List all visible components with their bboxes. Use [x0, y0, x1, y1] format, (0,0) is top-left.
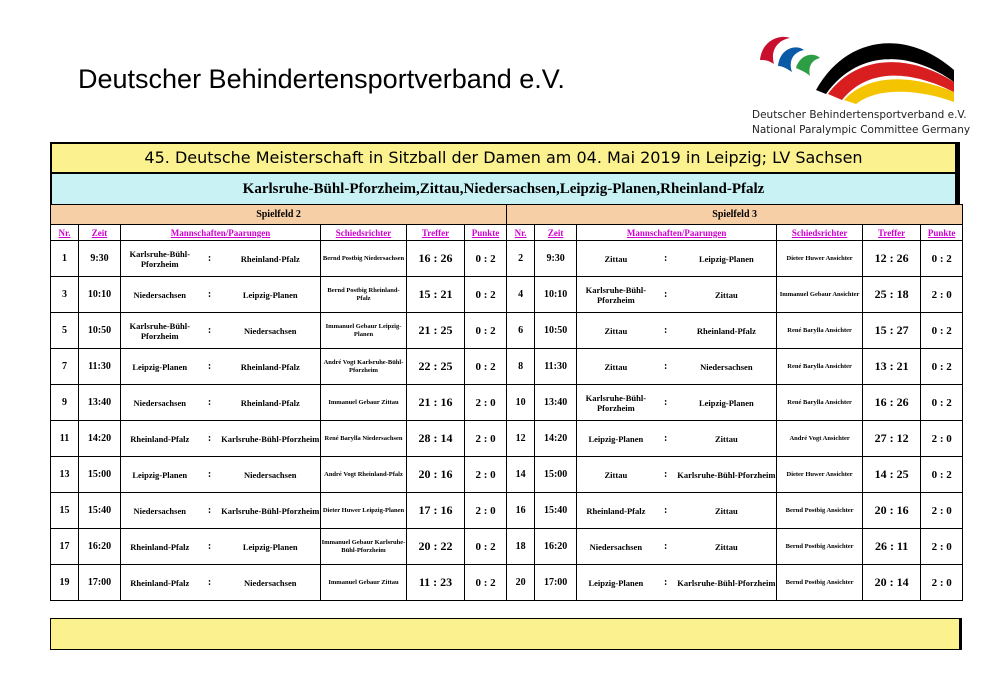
goals-score: 13 : 21: [863, 349, 921, 385]
away-team: Zittau: [677, 277, 777, 313]
col-points: Punkte: [465, 225, 507, 241]
home-team: Niedersachsen: [121, 493, 199, 529]
dbs-paralympic-logo: [756, 30, 956, 106]
referee: Immanuel Gebaur Karlsruhe-Bühl-Pforzheim: [321, 529, 407, 565]
logo-caption: [752, 108, 970, 138]
versus-separator: :: [655, 493, 677, 529]
home-team: Rheinland-Pfalz: [121, 565, 199, 601]
referee: André Vogt Rheinland-Pfalz: [321, 457, 407, 493]
referee: René Barylla Ansichter: [777, 313, 863, 349]
match-number: 13: [51, 457, 79, 493]
versus-separator: :: [199, 313, 221, 349]
match-number: 12: [507, 421, 535, 457]
match-row: [51, 349, 963, 385]
points-score: 2 : 0: [921, 529, 963, 565]
versus-separator: :: [655, 421, 677, 457]
col-referee: Schiedsrichter: [321, 225, 407, 241]
match-number: 11: [51, 421, 79, 457]
points-score: 0 : 2: [465, 529, 507, 565]
home-team: Rheinland-Pfalz: [121, 529, 199, 565]
home-team: Leipzig-Planen: [577, 565, 655, 601]
goals-score: 27 : 12: [863, 421, 921, 457]
points-score: 0 : 2: [921, 457, 963, 493]
versus-separator: :: [655, 277, 677, 313]
referee: Dieter Huwer Ansichter: [777, 457, 863, 493]
points-score: 0 : 2: [921, 349, 963, 385]
away-team: Karlsruhe-Bühl-Pforzheim: [221, 493, 321, 529]
goals-score: 15 : 27: [863, 313, 921, 349]
home-team: Karlsruhe-Bühl-Pforzheim: [577, 277, 655, 313]
match-number: 5: [51, 313, 79, 349]
match-number: 15: [51, 493, 79, 529]
match-row: [51, 529, 963, 565]
referee: Immanuel Gebaur Ansichter: [777, 277, 863, 313]
away-team: Zittau: [677, 529, 777, 565]
away-team: Zittau: [677, 493, 777, 529]
match-number: 10: [507, 385, 535, 421]
match-number: 18: [507, 529, 535, 565]
away-team: Rheinland-Pfalz: [677, 313, 777, 349]
referee: Bernd Postbig Ansichter: [777, 565, 863, 601]
points-score: 0 : 2: [465, 313, 507, 349]
match-time: 14:20: [79, 421, 121, 457]
match-row: [51, 565, 963, 601]
goals-score: 21 : 25: [407, 313, 465, 349]
match-time: 9:30: [79, 241, 121, 277]
points-score: 2 : 0: [465, 493, 507, 529]
referee: Dieter Huwer Leipzig-Planen: [321, 493, 407, 529]
match-number: 1: [51, 241, 79, 277]
match-time: 15:00: [79, 457, 121, 493]
versus-separator: :: [655, 457, 677, 493]
versus-separator: :: [199, 349, 221, 385]
match-row: [51, 313, 963, 349]
points-score: 0 : 2: [921, 385, 963, 421]
match-time: 9:30: [535, 241, 577, 277]
referee: René Barylla Ansichter: [777, 385, 863, 421]
match-row: [51, 421, 963, 457]
home-team: Niedersachsen: [121, 385, 199, 421]
match-time: 14:20: [535, 421, 577, 457]
match-number: 9: [51, 385, 79, 421]
home-team: Karlsruhe-Bühl-Pforzheim: [121, 313, 199, 349]
referee: René Barylla Ansichter: [777, 349, 863, 385]
versus-separator: :: [655, 529, 677, 565]
org-title: Deutscher Behindertensportverband e.V.: [78, 64, 565, 94]
col-nr: Nr.: [507, 225, 535, 241]
match-number: 2: [507, 241, 535, 277]
championship-title: 45. Deutsche Meisterschaft in Sitzball der Damen am 04. Mai 2019 in Leipzig; LV Sachsen: [50, 142, 960, 174]
match-time: 10:50: [535, 313, 577, 349]
home-team: Karlsruhe-Bühl-Pforzheim: [577, 385, 655, 421]
goals-score: 20 : 16: [407, 457, 465, 493]
match-time: 17:00: [535, 565, 577, 601]
away-team: Rheinland-Pfalz: [221, 385, 321, 421]
match-row: [51, 457, 963, 493]
points-score: 0 : 2: [465, 277, 507, 313]
goals-score: 14 : 25: [863, 457, 921, 493]
away-team: Rheinland-Pfalz: [221, 241, 321, 277]
home-team: Zittau: [577, 313, 655, 349]
match-time: 16:20: [79, 529, 121, 565]
field-header-left: Spielfeld 2: [51, 205, 507, 225]
col-time: Zeit: [535, 225, 577, 241]
match-number: 7: [51, 349, 79, 385]
away-team: Leipzig-Planen: [677, 385, 777, 421]
away-team: Niedersachsen: [221, 565, 321, 601]
match-time: 10:50: [79, 313, 121, 349]
away-team: Niedersachsen: [677, 349, 777, 385]
away-team: Niedersachsen: [221, 457, 321, 493]
match-row: [51, 277, 963, 313]
goals-score: 11 : 23: [407, 565, 465, 601]
home-team: Zittau: [577, 241, 655, 277]
away-team: Niedersachsen: [221, 313, 321, 349]
away-team: Rheinland-Pfalz: [221, 349, 321, 385]
match-time: 10:10: [79, 277, 121, 313]
points-score: 2 : 0: [465, 421, 507, 457]
match-row: [51, 241, 963, 277]
col-teams: Mannschaften/Paarungen: [121, 225, 321, 241]
col-time: Zeit: [79, 225, 121, 241]
referee: René Barylla Niedersachsen: [321, 421, 407, 457]
goals-score: 16 : 26: [863, 385, 921, 421]
points-score: 0 : 2: [465, 241, 507, 277]
versus-separator: :: [655, 241, 677, 277]
versus-separator: :: [199, 457, 221, 493]
col-goals: Treffer: [407, 225, 465, 241]
home-team: Rheinland-Pfalz: [577, 493, 655, 529]
versus-separator: :: [199, 529, 221, 565]
match-time: 15:00: [535, 457, 577, 493]
referee: Bernd Postbig Ansichter: [777, 529, 863, 565]
home-team: Karlsruhe-Bühl-Pforzheim: [121, 241, 199, 277]
goals-score: 12 : 26: [863, 241, 921, 277]
col-referee: Schiedsrichter: [777, 225, 863, 241]
points-score: 0 : 2: [921, 241, 963, 277]
home-team: Zittau: [577, 349, 655, 385]
match-time: 13:40: [535, 385, 577, 421]
home-team: Niedersachsen: [577, 529, 655, 565]
versus-separator: :: [199, 565, 221, 601]
col-nr: Nr.: [51, 225, 79, 241]
match-number: 19: [51, 565, 79, 601]
versus-separator: :: [199, 241, 221, 277]
points-score: 0 : 2: [465, 565, 507, 601]
col-points: Punkte: [921, 225, 963, 241]
away-team: Karlsruhe-Bühl-Pforzheim: [677, 457, 777, 493]
away-team: Leipzig-Planen: [677, 241, 777, 277]
field-header-right: Spielfeld 3: [507, 205, 963, 225]
match-time: 17:00: [79, 565, 121, 601]
match-schedule-table: [50, 204, 963, 601]
points-score: 2 : 0: [921, 493, 963, 529]
home-team: Niedersachsen: [121, 277, 199, 313]
match-time: 13:40: [79, 385, 121, 421]
referee: Immanuel Gebaur Zittau: [321, 565, 407, 601]
match-time: 11:30: [535, 349, 577, 385]
match-number: 4: [507, 277, 535, 313]
referee: Bernd Postbig Rheinland-Pfalz: [321, 277, 407, 313]
goals-score: 16 : 26: [407, 241, 465, 277]
points-score: 0 : 2: [465, 349, 507, 385]
match-number: 14: [507, 457, 535, 493]
points-score: 2 : 0: [465, 385, 507, 421]
match-number: 8: [507, 349, 535, 385]
match-number: 16: [507, 493, 535, 529]
referee: Immanuel Gebaur Zittau: [321, 385, 407, 421]
goals-score: 15 : 21: [407, 277, 465, 313]
points-score: 2 : 0: [921, 421, 963, 457]
versus-separator: :: [655, 385, 677, 421]
match-number: 3: [51, 277, 79, 313]
versus-separator: :: [655, 313, 677, 349]
versus-separator: :: [199, 421, 221, 457]
match-time: 15:40: [535, 493, 577, 529]
match-time: 15:40: [79, 493, 121, 529]
match-number: 6: [507, 313, 535, 349]
referee: Bernd Postbig Ansichter: [777, 493, 863, 529]
away-team: Leipzig-Planen: [221, 529, 321, 565]
goals-score: 26 : 11: [863, 529, 921, 565]
match-time: 16:20: [535, 529, 577, 565]
away-team: Zittau: [677, 421, 777, 457]
home-team: Zittau: [577, 457, 655, 493]
away-team: Leipzig-Planen: [221, 277, 321, 313]
match-row: [51, 385, 963, 421]
referee: Immanuel Gebaur Leipzig-Planen: [321, 313, 407, 349]
versus-separator: :: [199, 385, 221, 421]
footer-bar: [50, 618, 962, 650]
away-team: Karlsruhe-Bühl-Pforzheim: [221, 421, 321, 457]
points-score: 0 : 2: [921, 313, 963, 349]
points-score: 2 : 0: [921, 565, 963, 601]
match-time: 11:30: [79, 349, 121, 385]
away-team: Karlsruhe-Bühl-Pforzheim: [677, 565, 777, 601]
points-score: 2 : 0: [465, 457, 507, 493]
logo-caption-line: Deutscher Behindertensportverband e.V.: [752, 109, 967, 121]
match-time: 10:10: [535, 277, 577, 313]
goals-score: 20 : 16: [863, 493, 921, 529]
referee: André Vogt Ansichter: [777, 421, 863, 457]
match-number: 17: [51, 529, 79, 565]
versus-separator: :: [655, 565, 677, 601]
versus-separator: :: [199, 493, 221, 529]
goals-score: 17 : 16: [407, 493, 465, 529]
home-team: Leipzig-Planen: [121, 457, 199, 493]
col-goals: Treffer: [863, 225, 921, 241]
goals-score: 28 : 14: [407, 421, 465, 457]
home-team: Leipzig-Planen: [121, 349, 199, 385]
match-row: [51, 493, 963, 529]
referee: Dieter Huwer Ansichter: [777, 241, 863, 277]
versus-separator: :: [199, 277, 221, 313]
goals-score: 22 : 25: [407, 349, 465, 385]
home-team: Rheinland-Pfalz: [121, 421, 199, 457]
versus-separator: :: [655, 349, 677, 385]
points-score: 2 : 0: [921, 277, 963, 313]
home-team: Leipzig-Planen: [577, 421, 655, 457]
referee: André Vogt Karlsruhe-Bühl-Pforzheim: [321, 349, 407, 385]
match-number: 20: [507, 565, 535, 601]
col-teams: Mannschaften/Paarungen: [577, 225, 777, 241]
goals-score: 21 : 16: [407, 385, 465, 421]
goals-score: 25 : 18: [863, 277, 921, 313]
referee: Bernd Postbig Niedersachsen: [321, 241, 407, 277]
logo-caption-line: National Paralympic Committee Germany: [752, 124, 971, 136]
goals-score: 20 : 22: [407, 529, 465, 565]
goals-score: 20 : 14: [863, 565, 921, 601]
participating-teams: Karlsruhe-Bühl-Pforzheim,Zittau,Niedersachsen,Leipzig-Planen,Rheinland-Pfalz: [50, 174, 960, 204]
